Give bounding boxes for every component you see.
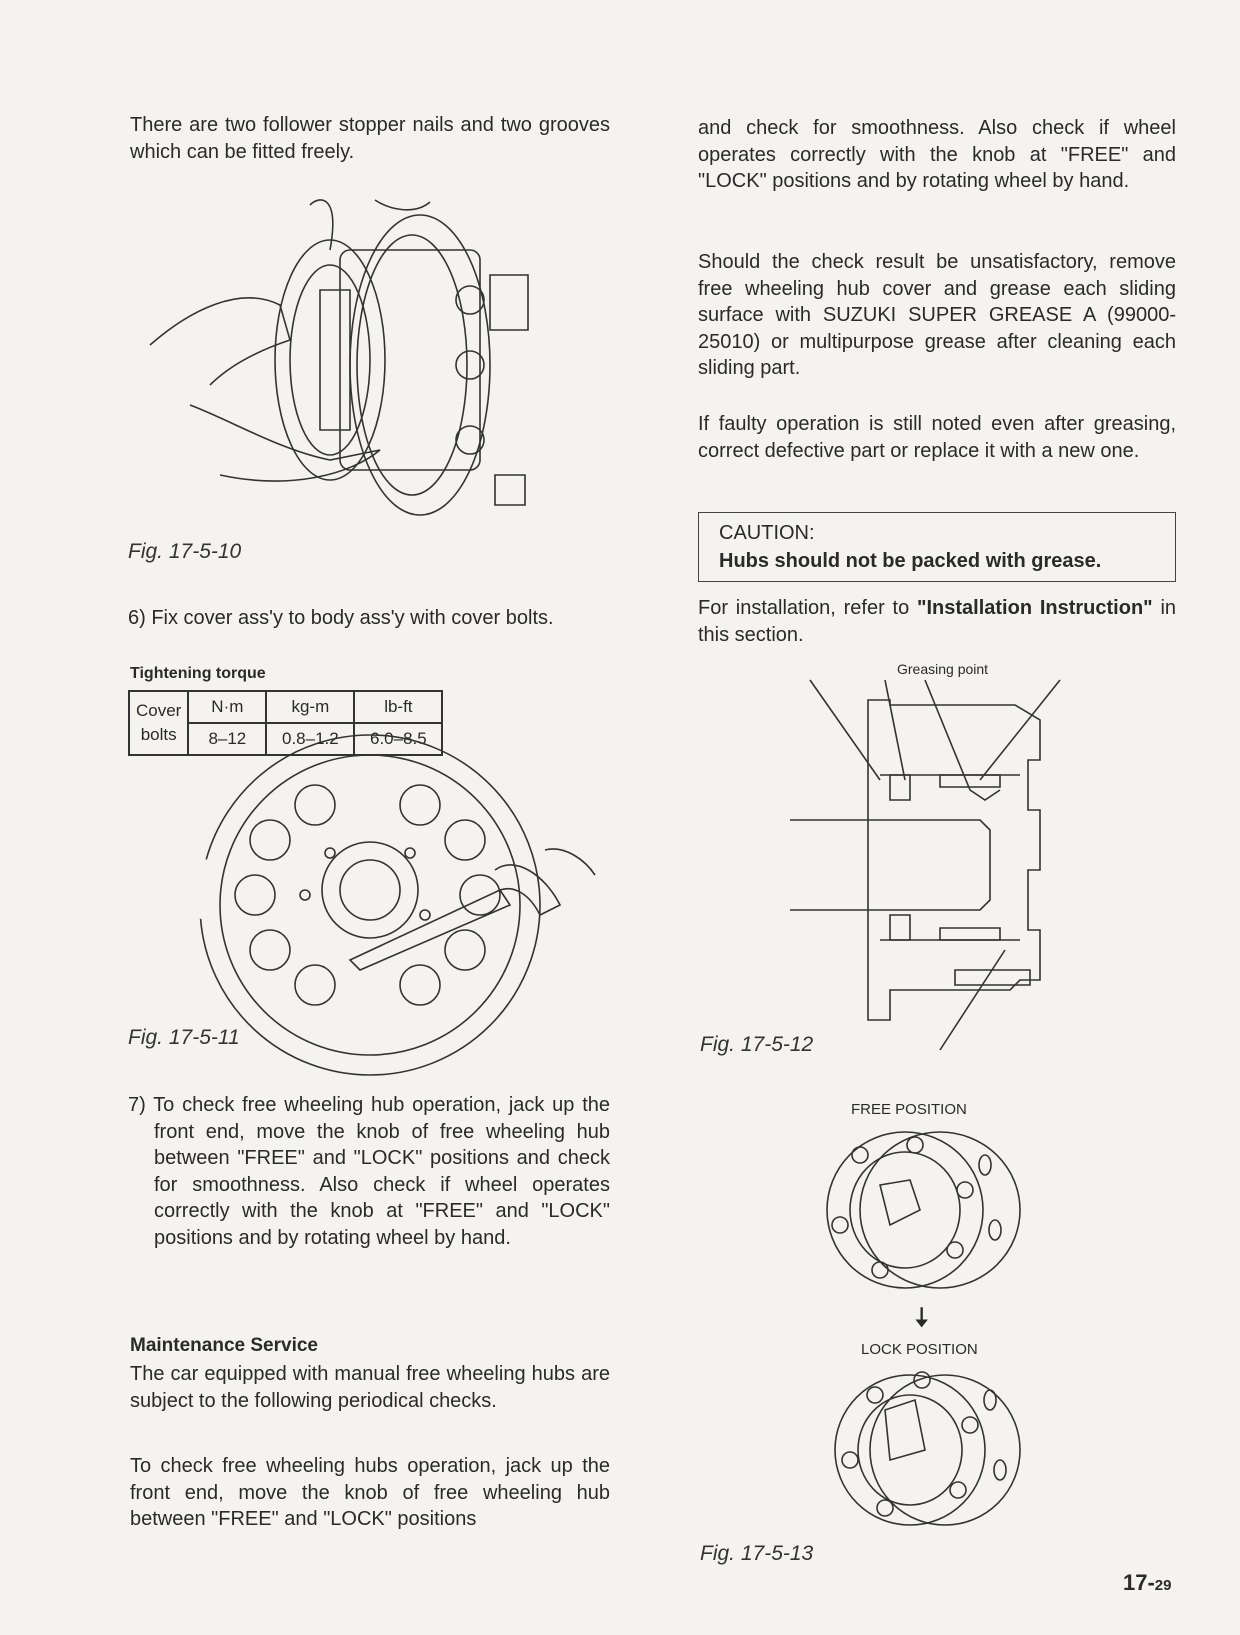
step-7-text: 7) To check free wheeling hub operation, jack up the front end, move the knob of free wheeling hub between "FREE" and "LOCK" positions and check for smoothness. Also check if wheel operates correctly with the knob at "FREE" and "LOCK" positions and by rotating wheel by hand.	[128, 1094, 610, 1249]
tightening-torque-title: Tightening torque	[130, 665, 266, 682]
unit-nm: N·m	[188, 691, 266, 723]
installation-text-pre: For installation, refer to	[698, 597, 917, 619]
lock-position-label: LOCK POSITION	[861, 1341, 978, 1358]
torque-item-line1: Cover	[136, 701, 182, 720]
torque-item-cell	[129, 691, 188, 755]
torque-table	[128, 690, 443, 756]
arrow-down-icon: 🠇	[914, 1302, 930, 1333]
greasing-point-label: Greasing point	[897, 661, 989, 677]
installation-instruction-reference: "Installation Instruction"	[917, 597, 1153, 619]
fig-17-5-11-caption: Fig. 17-5-11	[128, 1026, 240, 1049]
caution-title: CAUTION:	[719, 522, 815, 544]
step-6-text: 6) Fix cover ass'y to body ass'y with cover bolts.	[128, 607, 554, 629]
value-nm: 8–12	[188, 723, 266, 755]
installation-reference	[698, 595, 1176, 648]
caution-box	[698, 512, 1176, 582]
torque-item-line2: bolts	[140, 725, 177, 744]
page-number	[1123, 1570, 1171, 1596]
intro-paragraph: There are two follower stopper nails and two grooves which can be fitted freely.	[130, 114, 610, 163]
figure-17-5-12-hub-cross-section	[790, 680, 1080, 1050]
fig-17-5-12-caption: Fig. 17-5-12	[700, 1033, 814, 1056]
lock-position-hub-illustration	[830, 1370, 1030, 1530]
right-paragraph-2: Should the check result be unsatisfactory, remove free wheeling hub cover and grease each sliding surface with SUZUKI SUPER GREASE A (99000-25010) or multipurpose grease after cleaning each sliding part.	[698, 251, 1176, 379]
value-kgm: 0.8–1.2	[266, 723, 354, 755]
fig-17-5-13-caption: Fig. 17-5-13	[700, 1542, 814, 1565]
maintenance-heading: Maintenance Service	[130, 1335, 318, 1356]
figure-17-5-10-hub-illustration	[150, 190, 570, 520]
maintenance-paragraph-2: To check free wheeling hubs operation, jack up the front end, move the knob of free wheeling hub between "FREE" and "LOCK" positions	[130, 1455, 610, 1530]
installation-text-post: in this section.	[698, 597, 1177, 646]
maintenance-paragraph-1: The car equipped with manual free wheeling hubs are subject to the following periodical checks.	[130, 1363, 610, 1412]
right-paragraph-3: If faulty operation is still noted even after greasing, correct defective part or replace it with a new one.	[698, 413, 1176, 462]
page-number-sub: 29	[1154, 1577, 1172, 1594]
page-number-main: 17-	[1123, 1570, 1155, 1595]
unit-lbft: lb-ft	[354, 691, 442, 723]
caution-text: Hubs should not be packed with grease.	[719, 550, 1102, 572]
figure-17-5-11-wheel-torque-wrench	[200, 765, 600, 1045]
free-position-label: FREE POSITION	[851, 1101, 967, 1118]
value-lbft: 6.0–8.5	[354, 723, 442, 755]
right-paragraph-1: and check for smoothness. Also check if wheel operates correctly with the knob at "FREE" and "LOCK" positions and by rotating wheel by hand.	[698, 117, 1176, 192]
free-position-hub-illustration	[820, 1130, 1020, 1290]
fig-17-5-10-caption: Fig. 17-5-10	[128, 540, 242, 563]
unit-kgm: kg-m	[266, 691, 354, 723]
